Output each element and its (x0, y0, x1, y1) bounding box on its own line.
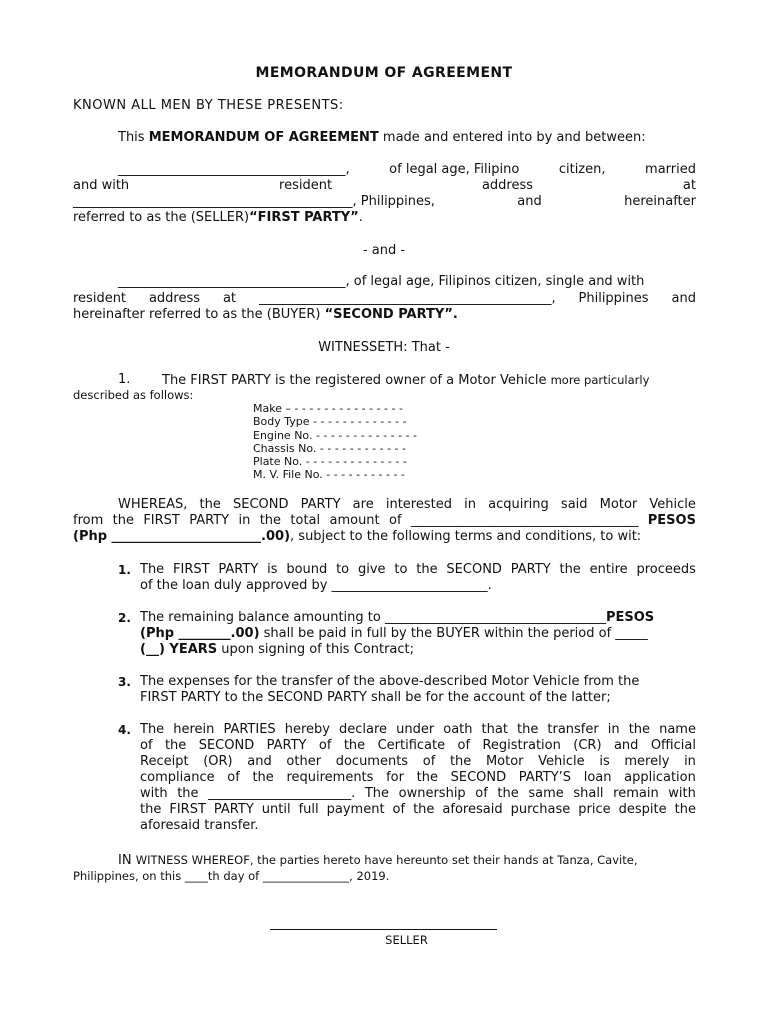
buyer-line-1: ___________________________________, of legal age, Filipinos citizen, single and with (118, 274, 645, 289)
whereas-word: PARTY (300, 497, 341, 512)
term-word: application (624, 770, 696, 785)
seller-period: . (358, 210, 363, 225)
seller-word: address (481, 178, 534, 193)
clause-1-line-2: described as follows: (73, 388, 194, 402)
term-word: of (392, 802, 406, 817)
term-word: same (528, 786, 564, 801)
seller-text: referred to as the (SELLER) (73, 210, 250, 225)
seller-word: of legal age, Filipino (389, 162, 520, 177)
term-word: hereby (284, 722, 330, 737)
term-word: for (386, 770, 404, 785)
clause-1-number: 1. (118, 372, 131, 387)
whereas-word: amount (329, 513, 380, 528)
term-word: to (336, 562, 350, 577)
intro-text: This (118, 130, 149, 145)
vehicle-details-list (253, 402, 417, 482)
document-title: MEMORANDUM OF AGREEMENT (255, 65, 513, 81)
term-word: entire (589, 562, 628, 577)
term-word: of (475, 786, 488, 801)
seller-word: at (682, 178, 696, 193)
seller-address-blank: ___________________________________________, Philippines, (73, 194, 435, 209)
term-word: herein (173, 722, 215, 737)
whereas-word: the (112, 513, 134, 528)
term-word: Certificate (377, 738, 446, 753)
whereas-word: in (238, 513, 251, 528)
seller-word: married (645, 162, 696, 177)
term-word: The (140, 722, 165, 737)
term-word: the (416, 770, 438, 785)
buyer-word: address (148, 291, 201, 306)
whereas-word: acquiring (488, 497, 549, 512)
term-word: (CR) (573, 738, 602, 753)
buyer-line-3 (73, 307, 458, 323)
buyer-address-blank: _____________________________________________, (258, 291, 556, 306)
buyer-line-2 (73, 291, 696, 307)
term-word: documents (335, 754, 409, 769)
vehicle-plate-no: Plate No. - - - - - - - - - - - - - - (253, 455, 407, 469)
term-2-line-1 (140, 610, 654, 626)
term-word: PARTY (510, 562, 551, 577)
term-word: despite (618, 802, 667, 817)
first-party-label: “FIRST PARTY” (249, 210, 359, 225)
term-word: PARTY’S (518, 770, 572, 785)
term-word: ownership (398, 786, 466, 801)
term-word: proceeds (636, 562, 696, 577)
witness-line-2: Philippines, on this ____th day of _______________, 2019. (73, 869, 390, 883)
term-4-line (140, 770, 696, 786)
whereas-line-3 (73, 529, 641, 545)
whereas-word: SECOND (233, 497, 289, 512)
term-word: merely (624, 754, 670, 769)
term-word: with (140, 786, 168, 801)
term-2-pesos-label: PESOS (605, 610, 655, 625)
whereas-line-2 (73, 513, 696, 529)
term-word: the (164, 738, 187, 753)
term-word: Official (650, 738, 696, 753)
term-word: in (607, 722, 620, 737)
whereas-word: interested (385, 497, 452, 512)
term-word: PARTY (213, 802, 254, 817)
term-2-text: The remaining balance amounting to (140, 610, 385, 625)
term-4-line (140, 802, 696, 818)
whereas-word: from (73, 513, 104, 528)
whereas-word: in (464, 497, 476, 512)
term-2-amount-blank: __________________________________ (384, 610, 606, 625)
buyer-word: at (222, 291, 237, 306)
term-word: PARTIES (223, 722, 276, 737)
term-word: of (140, 738, 153, 753)
seller-word: resident (279, 178, 333, 193)
term-word: PARTY (266, 738, 307, 753)
term-word: loan (583, 770, 612, 785)
seller-line-1 (118, 162, 696, 178)
term-word: FIRST (169, 802, 206, 817)
term-word: FIRST (173, 562, 210, 577)
clause-1-text (162, 372, 649, 389)
seller-word: citizen, (558, 162, 606, 177)
term-word: PARTY (218, 562, 259, 577)
second-party-label: “SECOND PARTY”. (324, 307, 458, 322)
whereas-word: Vehicle (649, 497, 696, 512)
term-word: The (140, 562, 165, 577)
term-2-number: 2. (118, 611, 131, 625)
term-word: transfer (547, 722, 599, 737)
witnesseth-heading: WITNESSETH: That - (318, 340, 450, 355)
whereas-word: total (290, 513, 321, 528)
term-word: the (674, 802, 696, 817)
term-word: of (318, 738, 332, 753)
pesos-label: PESOS (647, 513, 696, 528)
term-word: the (177, 786, 199, 801)
seller-line-4 (73, 210, 363, 226)
term-word: is (599, 754, 610, 769)
vehicle-chassis-no: Chassis No. - - - - - - - - - - - - (253, 441, 406, 455)
term-word: oath (443, 722, 473, 737)
term-word: Registration (482, 738, 561, 753)
term-3-line-1: The expenses for the transfer of the above-described Motor Vehicle from the (140, 674, 640, 689)
seller-line-3 (73, 194, 696, 210)
whereas-word: PARTY (189, 513, 230, 528)
term-word: the (343, 738, 366, 753)
term-4-line (140, 722, 696, 738)
term-word: give (357, 562, 386, 577)
witness-text: WITNESS WHEREOF, the parties hereto have hereunto set their hands at Tanza, Cavite, (135, 853, 638, 867)
term-3-number: 3. (118, 675, 131, 689)
term-word: the (252, 770, 274, 785)
term-word: the (416, 562, 438, 577)
term-4-line (140, 754, 696, 770)
term-word: the (449, 754, 472, 769)
term-word: that (481, 722, 508, 737)
term-4-last-line: aforesaid transfer. (140, 818, 259, 833)
term-word: in (684, 754, 696, 769)
term-word: the (413, 802, 435, 817)
term-word: (OR) (203, 754, 233, 769)
seller-signature-label: SELLER (385, 933, 428, 947)
term-word: other (286, 754, 322, 769)
whereas-word: Motor (599, 497, 638, 512)
term-2-php-blank: (Php ________.00) (140, 626, 260, 641)
term-word: the (628, 722, 651, 737)
term-word: the (140, 802, 162, 817)
term-word: the (497, 786, 519, 801)
intro-bold: MEMORANDUM OF AGREEMENT (148, 130, 379, 145)
whereas-word: of (389, 513, 402, 528)
term-word: aforesaid (442, 802, 503, 817)
term-1-line-2: of the loan duly approved by ________________________. (140, 578, 492, 593)
amount-words-blank: ___________________________________ (410, 513, 639, 528)
whereas-word: FIRST (143, 513, 180, 528)
term-word: Motor (485, 754, 524, 769)
term-word: SECOND (446, 562, 502, 577)
term-word: Receipt (140, 754, 189, 769)
term-word: until (261, 802, 291, 817)
term-word: price (578, 802, 611, 817)
amount-php-blank: (Php _______________________.00) (73, 529, 291, 544)
term-word: and (247, 754, 272, 769)
term-2-text: upon signing of this Contract; (217, 642, 415, 657)
term-word: remain (613, 786, 659, 801)
term-word: name (659, 722, 696, 737)
witness-in: IN (118, 853, 136, 868)
term-word: of (422, 754, 436, 769)
term-4-line (140, 738, 696, 754)
term-word: SECOND (198, 738, 255, 753)
term-2-line-2 (140, 626, 648, 642)
seller-name-blank: ___________________________________, (118, 162, 350, 177)
whereas-word: are (352, 497, 374, 512)
seller-word: and (517, 194, 542, 209)
opening-phrase: KNOWN ALL MEN BY THESE PRESENTS: (73, 98, 344, 113)
and-separator: - and - (362, 243, 406, 258)
term-word: with (668, 786, 696, 801)
term-1-number: 1. (118, 563, 131, 577)
buyer-text: hereinafter referred to as the (BUYER) (73, 307, 325, 322)
vehicle-mv-file-no: M. V. File No. - - - - - - - - - - - (253, 468, 405, 482)
intro-text-end: made and entered into by and between: (378, 130, 646, 145)
term-4-number: 4. (118, 723, 131, 737)
term-word: shall (573, 786, 604, 801)
whereas-text: , subject to the following terms and conditions, to wit: (290, 529, 642, 544)
vehicle-engine-no: Engine No. - - - - - - - - - - - - - - (253, 428, 417, 442)
term-word: compliance (140, 770, 215, 785)
term-4-blank: ______________________. (208, 786, 356, 801)
whereas-word: said (560, 497, 588, 512)
intro-paragraph (118, 130, 646, 146)
term-word: requirements (286, 770, 374, 785)
term-1-line-1 (140, 562, 696, 578)
term-word: SECOND (450, 770, 507, 785)
witness-line-1 (118, 852, 637, 869)
vehicle-make: Make – - - - - - - - - - - - - - - - (253, 402, 403, 415)
term-word: the (517, 722, 539, 737)
term-word: of (457, 738, 471, 753)
seller-line-2 (73, 178, 696, 194)
term-word: full (298, 802, 319, 817)
term-word: declare (339, 722, 388, 737)
seller-word: hereinafter (624, 194, 696, 209)
term-word: bound (286, 562, 328, 577)
whereas-line-1 (118, 497, 696, 513)
term-word: purchase (510, 802, 571, 817)
whereas-word: the (259, 513, 282, 528)
vehicle-body-type: Body Type - - - - - - - - - - - - - (253, 415, 407, 429)
term-word: of (227, 770, 240, 785)
term-2-text: shall be paid in full by the BUYER within the period of _____ (259, 626, 648, 641)
term-word: Vehicle (538, 754, 585, 769)
clause-1-small: more particularly (550, 373, 650, 387)
clause-1-main: The FIRST PARTY is the registered owner of a Motor Vehicle (162, 373, 551, 388)
term-2-years-blank: (__) YEARS (140, 642, 218, 657)
term-4-line (140, 786, 696, 802)
term-2-line-3 (140, 642, 414, 658)
term-3-line-2: FIRST PARTY to the SECOND PARTY shall be for the account of the latter; (140, 690, 611, 705)
buyer-word: and (671, 291, 696, 306)
term-word: payment (326, 802, 385, 817)
term-word: is (267, 562, 278, 577)
seller-signature-line (270, 929, 497, 930)
term-word: the (559, 562, 581, 577)
whereas-word: WHEREAS, (118, 497, 188, 512)
seller-word: and with (73, 178, 130, 193)
whereas-word: the (199, 497, 221, 512)
term-word: and (613, 738, 639, 753)
term-word: to (394, 562, 408, 577)
buyer-word: Philippines (578, 291, 649, 306)
term-word: The (364, 786, 390, 801)
buyer-word: resident (73, 291, 127, 306)
term-word: under (396, 722, 435, 737)
